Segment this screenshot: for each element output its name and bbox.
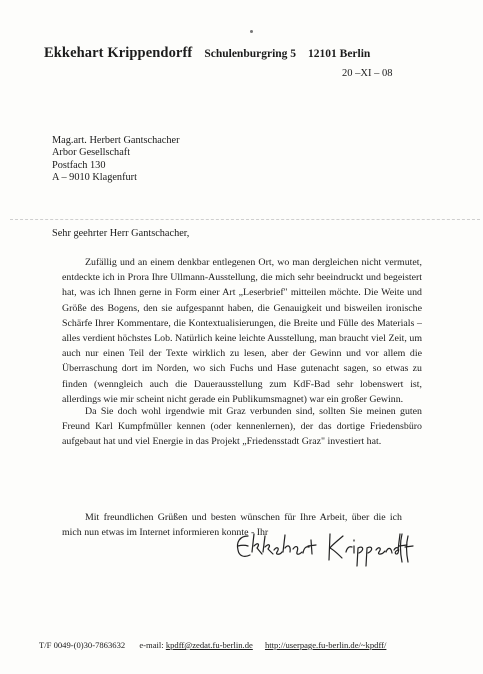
closing-paragraph: Mit freundlichen Grüßen und besten wünschen für Ihre Arbeit, über die ich mich nun etwas im Internet informieren konnte - Ihr [62, 512, 402, 539]
recipient-line: A – 9010 Klagenfurt [52, 172, 137, 184]
email-line [139, 640, 252, 650]
body-paragraph-1: Zufällig und an einem denkbar entlegenen Ort, wo man dergleichen nicht vermutet, entdeckte ich in Prora Ihre Ullmann-Ausstellung, die mich sehr beeindruckt und begeistert hat, was ich Ihnen gerne in Form einer Art „Leserbrief" mitteilen möchte. Die Weite und Größe des Bogens, den sie aufgespannt haben, die Genauigkeit und bisweilen ironische Schärfe Ihrer Kommentare, die Kontextualisierungen, die Breite und Fülle des Materials – alles verdient höchstes Lob. Natürlich keine leichte Ausstellung, man braucht viel Zeit, um auch nur einen Teil der Texte wirklich zu lesen, aber der Gewinn und vor allem die Überraschung dort im Norden, wo sich Fuchs und Hase gutenacht sagen, so etwas zu finden (wenngleich auch die Dauerausstellung zum KdF-Bad sehr lobenswert ist, allerdings wie mir scheint nicht gerade ein Publikumsmagnet) war ein großer Gewinn. [62, 257, 422, 405]
recipient-address [52, 135, 180, 185]
fold-line [10, 219, 480, 220]
letter-date: 20 –XI – 08 [342, 68, 393, 79]
email-label: e-mail: [139, 640, 164, 650]
sender-name: Ekkehart Krippendorff [44, 45, 193, 61]
letter-footer [39, 640, 386, 650]
letterhead [44, 44, 370, 62]
sender-street: Schulenburgring 5 [204, 48, 297, 60]
recipient-line: Postfach 130 [52, 159, 106, 171]
salutation: Sehr geehrter Herr Gantschacher, [52, 228, 190, 239]
website-link[interactable]: http://userpage.fu-berlin.de/~kpdff/ [264, 640, 387, 650]
recipient-line: Mag.art. Herbert Gantschacher [52, 135, 180, 146]
handwritten-signature [230, 522, 415, 582]
body-paragraph-2: Da Sie doch wohl irgendwie mit Graz verbunden sind, sollten Sie meinen guten Freund Karl Kumpfmüller kennen (oder kennenlernen), der das dortige Friedensbüro aufgebaut hat und viel Energie in das Projekt „Friedensstadt Graz" investiert hat. [62, 406, 422, 448]
phone-fax: T/F 0049-(0)30-7863632 [39, 640, 126, 650]
sender-city: 12101 Berlin [308, 48, 371, 60]
recipient-line: Arbor Gesellschaft [52, 147, 131, 159]
paper-speck [250, 30, 253, 33]
email-link[interactable]: kpdff@zedat.fu-berlin.de [165, 640, 253, 650]
